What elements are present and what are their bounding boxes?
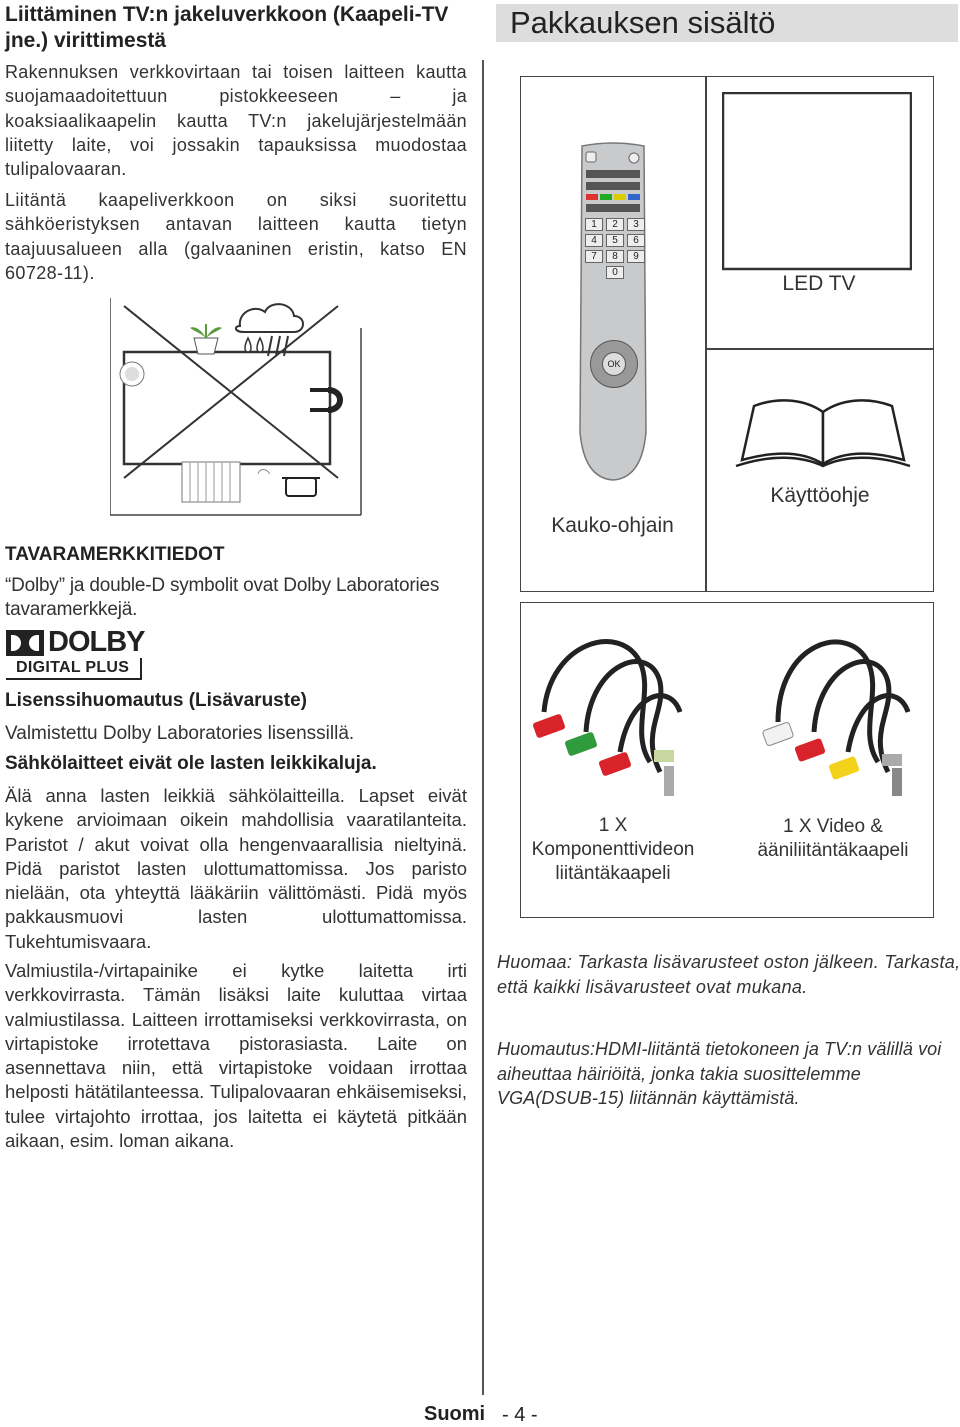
child-safety-text: Älä anna lasten leikkiä sähkölaitteilla. Lapset eivät kykene arvioimaan oikein mahdollisia vaaratilanteita. Paristot / akut voivat olla hengenvaarallisia nieltyinä. Pidä paristot lasten ulottumattomissa. Jos paristo nielään, ota yhteyttä lääkäriin välittömästi. Pidä myös pakkausmuovi lasten ulottumattomissa. Tukehtumisvaara. xyxy=(5,785,467,952)
book-icon xyxy=(732,392,914,472)
remote-key-6: 6 xyxy=(627,234,645,247)
paragraph-isolator: Liitäntä kaapeliverkkoon on siksi suoritettu sähköeristyksen antavan laitteen kautta tietyn taajuusalueen alla (galvaaninen eristin, katso EN 60728-11). xyxy=(5,190,467,283)
section-heading-cable: Liittäminen TV:n jakeluverkkoon (Kaapeli-TV jne.) virittimestä xyxy=(5,3,449,52)
av-cable-label: 1 X Video & ääniliitäntäkaapeli xyxy=(757,816,909,861)
plant-icon xyxy=(190,324,222,354)
remote-key-0: 0 xyxy=(606,266,624,279)
tv-placement-warning-illustration xyxy=(110,298,362,516)
paragraph-grounding: Rakennuksen verkkovirtaan tai toisen laitteen kautta suojamaadoitettuun pistokkeeseen – ja koaksiaalikaapelin kautta TV:n jakelujärjestelmään liitetty laite, voi jossakin tapauksissa muodostaa tulipalovaaran. xyxy=(5,62,467,180)
component-cable-image xyxy=(530,622,700,800)
sun-icon xyxy=(120,362,144,386)
remote-key-3: 3 xyxy=(627,218,645,231)
led-tv-image xyxy=(722,92,912,272)
page-number: - 4 - xyxy=(502,1404,538,1426)
remote-key-8: 8 xyxy=(606,250,624,263)
remote-key-4: 4 xyxy=(585,234,603,247)
remote-key-1: 1 xyxy=(585,218,603,231)
accessories-note: Huomaa: Tarkasta lisävarusteet oston jälkeen. Tarkasta, että kaikki lisävarusteet ovat mukana. xyxy=(497,952,960,997)
rain-cloud-icon xyxy=(236,304,303,356)
package-contents-banner: Pakkauksen sisältö xyxy=(496,4,958,42)
remote-key-7: 7 xyxy=(585,250,603,263)
standby-text: Valmiustila-/virtapainike ei kytke laitetta irti verkkovirrasta. Tämän lisäksi laite kuluttaa virtaa valmiustilassa. Laitteen irrottamiseksi verkkovirrasta, on virtapistoke irrotettava pistorasiasta. Laite on asennettava niin, että virtapistoke voidaan irrottaa helposti hätätilanteessa. Tulipalovaaran ehkäisemiseksi, tulee virtajohto irrottaa, jos laitetta ei käytetä pitkään aikaan, esim. loman aikana. xyxy=(5,960,467,1152)
component-cable-label: 1 X Komponenttivideon liitäntäkaapeli xyxy=(531,815,695,884)
trademark-heading: TAVARAMERKKITIEDOT xyxy=(5,544,225,565)
green-plug xyxy=(564,731,598,756)
dolby-logo-subtext: DIGITAL PLUS xyxy=(16,659,130,676)
dolby-logo-text: DOLBY xyxy=(48,626,145,658)
yellow-plug xyxy=(828,756,860,781)
remote-ok-button: OK xyxy=(602,352,626,376)
dolby-logo xyxy=(6,626,145,680)
manual-label: Käyttöohje xyxy=(770,484,870,507)
hdmi-note: Huomautus:HDMI-liitäntä tietokoneen ja TV:n välillä voi aiheuttaa häiriöitä, jonka takia suosittelemme VGA(DSUB-15) liitännän käyttämistä. xyxy=(497,1039,942,1108)
column-divider xyxy=(482,60,484,1395)
remote-label: Kauko-ohjain xyxy=(551,514,674,537)
trademark-text: “Dolby” ja double-D symbolit ovat Dolby Laboratories tavaramerkkejä. xyxy=(5,575,440,621)
red-plug-2 xyxy=(598,751,632,776)
cooking-pot-icon xyxy=(258,470,320,497)
red-av-plug xyxy=(794,738,826,763)
child-safety-heading: Sähkölaitteet eivät ole lasten leikkikaluja. xyxy=(5,753,377,774)
white-plug xyxy=(762,722,794,747)
license-heading: Lisenssihuomautus (Lisävaruste) xyxy=(5,690,307,711)
red-plug xyxy=(532,713,566,738)
license-text: Valmistettu Dolby Laboratories lisenssillä. xyxy=(5,723,355,744)
footer-language: Suomi xyxy=(424,1403,486,1425)
remote-control-image xyxy=(576,142,650,482)
av-cable-image xyxy=(758,622,928,800)
jack-plug xyxy=(654,750,674,796)
radiator-icon xyxy=(182,462,240,502)
remote-key-9: 9 xyxy=(627,250,645,263)
jack-plug-2 xyxy=(882,754,902,796)
remote-key-2: 2 xyxy=(606,218,624,231)
remote-key-5: 5 xyxy=(606,234,624,247)
tv-label: LED TV xyxy=(782,272,856,295)
